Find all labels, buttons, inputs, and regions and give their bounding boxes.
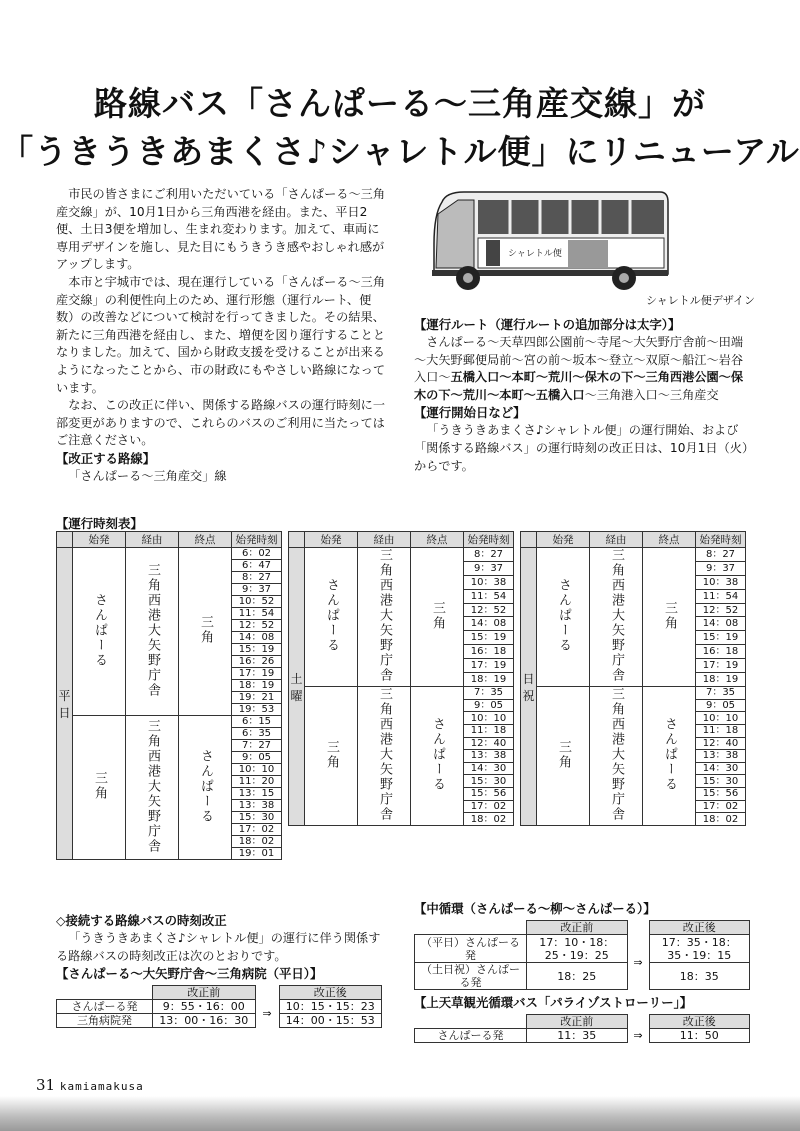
header-time: 始発時刻 bbox=[232, 532, 282, 548]
after-time: 17：35・18：35・19：15 bbox=[649, 935, 750, 963]
before-header: 改正前 bbox=[527, 921, 628, 935]
connect-section bbox=[56, 912, 386, 1028]
departure-time: 19：21 bbox=[232, 692, 282, 704]
start-stop: さんぱーる bbox=[556, 578, 571, 653]
end-stop: 三角 bbox=[198, 615, 213, 645]
departure-time: 17：02 bbox=[464, 800, 514, 813]
departure-time: 7：35 bbox=[696, 687, 746, 700]
header-end: 終点 bbox=[411, 532, 464, 548]
departure-time: 6：15 bbox=[232, 716, 282, 728]
arrow-icon: ⇒ bbox=[633, 1029, 643, 1042]
route-stops-end: ～三角港入口～三角産交 bbox=[584, 387, 719, 402]
departure-time: 9：37 bbox=[696, 561, 746, 575]
header-time: 始発時刻 bbox=[696, 532, 746, 548]
departure-time: 16：18 bbox=[696, 645, 746, 659]
start-stop: 三角 bbox=[92, 771, 107, 801]
timetable-label: 【運行時刻表】 bbox=[56, 516, 143, 531]
brand-name: kamiamakusa bbox=[59, 1080, 144, 1093]
departure-time: 14：08 bbox=[696, 617, 746, 631]
after-time: 14：00・15：53 bbox=[279, 1014, 382, 1028]
day-label: 祝 bbox=[522, 688, 535, 703]
header-via: 経由 bbox=[590, 532, 643, 548]
departure-time: 11：54 bbox=[232, 608, 282, 620]
day-label: 平 bbox=[58, 688, 71, 703]
after-time: 11：50 bbox=[649, 1029, 750, 1043]
paradise-table bbox=[414, 1014, 750, 1043]
departure-time: 6：02 bbox=[232, 548, 282, 560]
end-stop: さんぱーる bbox=[430, 717, 445, 792]
page-number: 31 bbox=[36, 1076, 56, 1094]
start-stop: さんぱーる bbox=[92, 592, 107, 668]
departure-time: 11：54 bbox=[696, 589, 746, 603]
arrow-icon: ⇒ bbox=[262, 1007, 272, 1021]
departure-time: 14：30 bbox=[464, 762, 514, 775]
departure-time: 10：10 bbox=[464, 712, 514, 725]
via-stops: 三角西港大矢野庁舎 bbox=[145, 562, 160, 698]
departure-time: 17：19 bbox=[696, 659, 746, 673]
departure-time: 12：52 bbox=[696, 603, 746, 617]
departure-time: 18：02 bbox=[464, 813, 514, 826]
bus-sign-text: シャレトル便 bbox=[508, 249, 562, 259]
departure-time: 15：19 bbox=[232, 644, 282, 656]
loop-table bbox=[414, 920, 750, 990]
row-label: （土日祝）さんぱーる発 bbox=[415, 963, 527, 990]
intro-paragraph-2: 本市と宇城市では、現在運行している「さんぱーる～三角産交線」の利便性向上のため、運行形態（運行ルート、便数）の改善などについて検討を行ってきました。その結果、新たに三角西港を経由し、また、増便を図り運行することとなりました。加えて、国から財政支援を受けることが出来るようになったことから、市の財政にもやさしい路線になっています。 bbox=[56, 274, 386, 395]
after-time: 10：15・15：23 bbox=[279, 1000, 382, 1014]
after-header: 改正後 bbox=[279, 986, 382, 1000]
departure-time: 10：38 bbox=[696, 575, 746, 589]
departure-time: 9：05 bbox=[232, 752, 282, 764]
departure-time: 18：02 bbox=[696, 813, 746, 826]
footer-bar bbox=[0, 1096, 800, 1131]
row-label: さんぱーる発 bbox=[57, 1000, 153, 1014]
departure-time: 15：30 bbox=[696, 775, 746, 788]
route-heading: 【改正する路線】 bbox=[56, 450, 156, 466]
intro-paragraph-3: なお、この改正に伴い、関係する路線バスの運行時刻に一部変更がありますので、これらのバスのご利用に当たってはご注意ください。 bbox=[56, 398, 386, 448]
header-end: 終点 bbox=[643, 532, 696, 548]
departure-time: 12：40 bbox=[696, 737, 746, 750]
route-stops-added: 五橋入口～本町～荒川～保木の下～三角西港公園～保木の下～荒川～本町～五橋入口 bbox=[414, 370, 744, 402]
departure-time: 12：52 bbox=[464, 603, 514, 617]
departure-time: 7：35 bbox=[464, 687, 514, 700]
holiday-timetable bbox=[520, 531, 746, 826]
bus-illustration bbox=[428, 184, 670, 294]
route-info-heading: 【運行ルート（運行ルートの追加部分は太字）】 bbox=[414, 317, 681, 332]
via-stops: 三角西港大矢野庁舎 bbox=[145, 718, 160, 854]
departure-time: 11：54 bbox=[464, 589, 514, 603]
day-label: 土 bbox=[290, 671, 303, 686]
connect-table bbox=[56, 985, 382, 1028]
header-end: 終点 bbox=[179, 532, 232, 548]
departure-time: 14：08 bbox=[464, 617, 514, 631]
departure-time: 9：05 bbox=[696, 699, 746, 712]
departure-time: 10：10 bbox=[232, 764, 282, 776]
departure-time: 18：02 bbox=[232, 836, 282, 848]
departure-time: 15：30 bbox=[464, 775, 514, 788]
departure-time: 6：47 bbox=[232, 560, 282, 572]
departure-time: 15：19 bbox=[696, 631, 746, 645]
departure-time: 11：18 bbox=[696, 724, 746, 737]
before-header: 改正前 bbox=[527, 1015, 628, 1029]
via-stops: 三角西港大矢野庁舎 bbox=[609, 548, 624, 683]
departure-time: 6：35 bbox=[232, 728, 282, 740]
start-text: 「うきうきあまくさ♪シャレトル便」の運行開始、および「関係する路線バス」の運行時刻の改正日は、10月1日（火）からです。 bbox=[414, 423, 749, 473]
departure-time: 15：56 bbox=[464, 788, 514, 801]
end-stop: さんぱーる bbox=[662, 717, 677, 792]
departure-time: 13：38 bbox=[464, 750, 514, 763]
departure-time: 13：38 bbox=[232, 800, 282, 812]
start-stop: さんぱーる bbox=[324, 578, 339, 653]
departure-time: 15：19 bbox=[464, 631, 514, 645]
before-time: 9：55・16：00 bbox=[153, 1000, 256, 1014]
connect-text: 「うきうきあまくさ♪シャレトル便」の運行に伴う関係する路線バスの時刻改正は次のとおりです。 bbox=[56, 931, 381, 963]
via-stops: 三角西港大矢野庁舎 bbox=[377, 548, 392, 683]
departure-time: 18：19 bbox=[232, 680, 282, 692]
after-header: 改正後 bbox=[649, 1015, 750, 1029]
departure-time: 9：37 bbox=[464, 561, 514, 575]
via-stops: 三角西港大矢野庁舎 bbox=[609, 687, 624, 822]
departure-time: 13：15 bbox=[232, 788, 282, 800]
footer bbox=[36, 1076, 144, 1094]
before-time: 13：00・16：30 bbox=[153, 1014, 256, 1028]
departure-time: 17：02 bbox=[232, 824, 282, 836]
route-name: 「さんぱーる～三角産交」線 bbox=[68, 468, 227, 483]
start-stop: 三角 bbox=[556, 739, 571, 770]
saturday-timetable bbox=[288, 531, 514, 826]
day-label: 日 bbox=[58, 705, 71, 720]
departure-time: 13：38 bbox=[696, 750, 746, 763]
before-header: 改正前 bbox=[153, 986, 256, 1000]
departure-time: 18：19 bbox=[696, 673, 746, 687]
header-start: 始発 bbox=[73, 532, 126, 548]
departure-time: 9：37 bbox=[232, 584, 282, 596]
departure-time: 10：10 bbox=[696, 712, 746, 725]
start-heading: 【運行開始日など】 bbox=[414, 405, 526, 421]
departure-time: 14：30 bbox=[696, 762, 746, 775]
after-time: 18：35 bbox=[649, 963, 750, 990]
departure-time: 10：38 bbox=[464, 575, 514, 589]
before-time: 17：10・18：25・19：25 bbox=[527, 935, 628, 963]
departure-time: 12：52 bbox=[232, 620, 282, 632]
loop-section bbox=[414, 900, 750, 1043]
end-stop: さんぱーる bbox=[198, 748, 213, 824]
row-label: （平日）さんぱーる発 bbox=[415, 935, 527, 963]
table-row bbox=[289, 548, 514, 562]
header-start: 始発 bbox=[305, 532, 358, 548]
day-label: 曜 bbox=[290, 688, 303, 703]
departure-time: 11：18 bbox=[464, 724, 514, 737]
departure-time: 10：52 bbox=[232, 596, 282, 608]
departure-time: 18：19 bbox=[464, 673, 514, 687]
bus-caption: シャレトル便デザイン bbox=[646, 294, 756, 307]
departure-time: 17：19 bbox=[232, 668, 282, 680]
departure-time: 15：56 bbox=[696, 788, 746, 801]
intro-text bbox=[56, 186, 386, 486]
departure-time: 15：30 bbox=[232, 812, 282, 824]
departure-time: 9：05 bbox=[464, 699, 514, 712]
departure-time: 16：18 bbox=[464, 645, 514, 659]
route-info bbox=[414, 316, 749, 475]
departure-time: 11：20 bbox=[232, 776, 282, 788]
page-title-line1: 路線バス「さんぱーる～三角産交線」が bbox=[94, 84, 706, 123]
header-start: 始発 bbox=[537, 532, 590, 548]
departure-time: 8：27 bbox=[464, 548, 514, 562]
departure-time: 12：40 bbox=[464, 737, 514, 750]
page-title-line2: 「うきうきあまくさ♪シャレトル便」にリニューアル bbox=[0, 132, 800, 171]
departure-time: 8：27 bbox=[232, 572, 282, 584]
via-stops: 三角西港大矢野庁舎 bbox=[377, 687, 392, 822]
departure-time: 19：01 bbox=[232, 848, 282, 860]
table-row bbox=[57, 716, 282, 728]
departure-time: 14：08 bbox=[232, 632, 282, 644]
header-time: 始発時刻 bbox=[464, 532, 514, 548]
before-time: 18：25 bbox=[527, 963, 628, 990]
departure-time: 19：53 bbox=[232, 704, 282, 716]
departure-time: 17：02 bbox=[696, 800, 746, 813]
start-stop: 三角 bbox=[324, 739, 339, 770]
table-row bbox=[521, 548, 746, 562]
row-label: 三角病院発 bbox=[57, 1014, 153, 1028]
paradise-heading: 【上天草観光循環バス「パライゾストローリー」】 bbox=[414, 995, 693, 1010]
route-stops: さんぱーる～天草四郎公園前～寺尾～大矢野庁舎前～田端～大矢野郵便局前～宮の前～坂本～登立～双原～船江～岩谷入口～ bbox=[414, 335, 744, 385]
table-row bbox=[57, 548, 282, 560]
departure-time: 16：26 bbox=[232, 656, 282, 668]
weekday-timetable bbox=[56, 531, 282, 860]
end-stop: 三角 bbox=[430, 600, 445, 631]
day-label: 日 bbox=[522, 671, 535, 686]
end-stop: 三角 bbox=[662, 600, 677, 631]
header-via: 経由 bbox=[358, 532, 411, 548]
before-time: 11：35 bbox=[527, 1029, 628, 1043]
table-row bbox=[289, 687, 514, 700]
after-header: 改正後 bbox=[649, 921, 750, 935]
connect-table-heading: 【さんぱーる～大矢野庁舎～三角病院（平日）】 bbox=[56, 966, 323, 982]
departure-time: 7：27 bbox=[232, 740, 282, 752]
intro-paragraph-1: 市民の皆さまにご利用いただいている「さんぱーる～三角産交線」が、10月1日から三角西港を経由。また、平日2便、土日3便を増加し、生まれ変わります。加えて、車両に専用デザインを施し、見た目にもうきうき感やおしゃれ感がアップします。 bbox=[56, 187, 386, 272]
header-via: 経由 bbox=[126, 532, 179, 548]
connect-heading: ◇接続する路線バスの時刻改正 bbox=[56, 913, 227, 928]
arrow-icon: ⇒ bbox=[633, 955, 643, 969]
departure-time: 17：19 bbox=[464, 659, 514, 673]
loop-heading: 【中循環（さんぱーる～柳～さんぱーる）】 bbox=[414, 901, 656, 916]
table-row bbox=[521, 687, 746, 700]
departure-time: 8：27 bbox=[696, 548, 746, 562]
row-label: さんぱーる発 bbox=[415, 1029, 527, 1043]
